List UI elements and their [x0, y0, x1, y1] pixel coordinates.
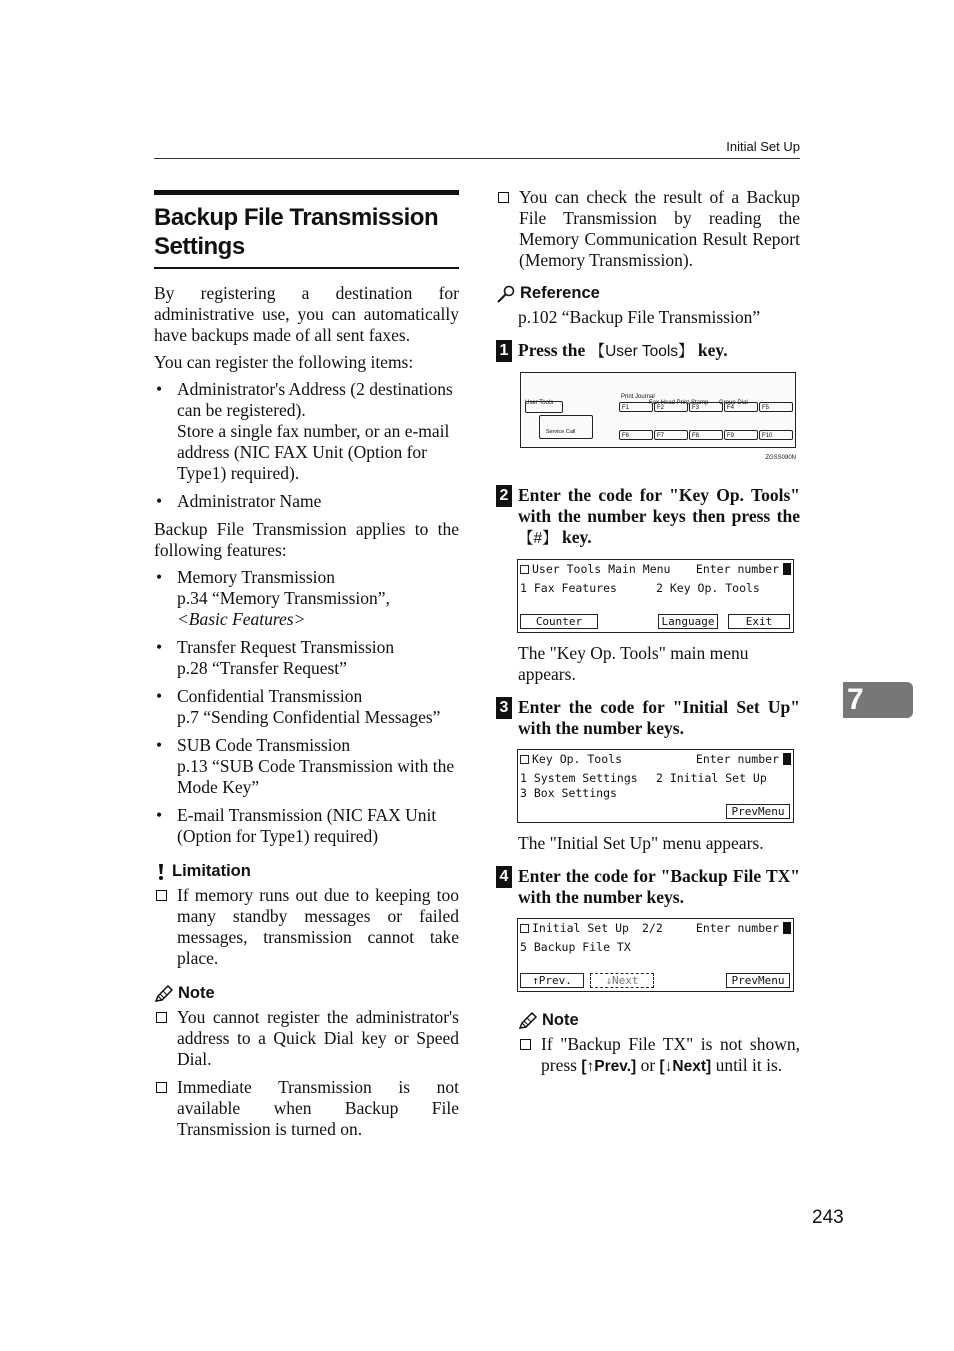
limitation-item: If memory runs out due to keeping too many standby messages or failed messages, transmission cannot take place. [154, 885, 459, 969]
reference-label: Reference [520, 284, 600, 302]
step-number: 2 [496, 485, 512, 507]
f2-key[interactable]: F2 [654, 402, 688, 412]
step-number: 4 [496, 866, 512, 888]
feature-name: • Transfer Request Transmission [177, 637, 395, 657]
limitation-label: Limitation [172, 862, 251, 880]
magnifier-icon [496, 285, 516, 303]
step-3 [496, 697, 800, 739]
note-item: You cannot register the administrator's address to a Quick Dial key or Speed Dial. [154, 1007, 459, 1070]
next-button[interactable]: ↓Next [590, 973, 654, 988]
feature-name: • E-mail Transmission (NIC FAX Unit (Option for Type1) required) [177, 805, 437, 846]
applies-intro: Backup File Transmission applies to the following features: [154, 519, 459, 560]
f10-key[interactable]: F10 [759, 430, 793, 440]
features-list [154, 567, 459, 847]
note-text: until it is. [711, 1055, 783, 1075]
f9-key[interactable]: F9 [724, 430, 758, 440]
prev-key: [↑Prev.] [581, 1058, 637, 1075]
service-call-area [539, 415, 593, 439]
lcd-title [520, 922, 629, 935]
list-item [154, 805, 459, 847]
step-result: The "Key Op. Tools" main menu appears. [518, 643, 749, 684]
lcd-prompt: Enter number [695, 562, 779, 576]
step-number: 3 [496, 697, 512, 719]
lcd-title [520, 753, 622, 766]
prev-menu-button[interactable]: PrevMenu [726, 804, 790, 819]
counter-button[interactable]: Counter [520, 614, 598, 629]
section-title [154, 203, 459, 261]
note-item [518, 1034, 800, 1077]
section-rule-bottom [154, 267, 459, 269]
menu-item-key-op-tools[interactable]: 2 Key Op. Tools [656, 581, 760, 595]
lcd-title-text: Initial Set Up [532, 921, 629, 935]
list-item-text: • Administrator's Address (2 destinations can be registered). [177, 379, 453, 420]
exit-button[interactable]: Exit [728, 614, 790, 629]
note-heading [154, 983, 459, 1004]
register-intro: You can register the following items: [154, 352, 414, 372]
print-journal-label: Print Journal [621, 394, 655, 400]
intro-paragraph: By registering a destination for administrative use, you can automatically have backups made of all sent faxes. [154, 283, 459, 345]
list-item [154, 637, 459, 679]
cursor-block [783, 563, 791, 575]
list-item-subtext: Store a single fax number, or an e-mail address (NIC FAX Unit (Option for Type1) required). [177, 421, 450, 483]
step-instruction [518, 340, 800, 362]
lcd-title [520, 563, 670, 576]
menu-item-box-settings[interactable]: 3 Box Settings [520, 786, 617, 800]
feature-name: • Confidential Transmission [177, 686, 363, 706]
step-text: key. [693, 340, 728, 360]
left-column [154, 185, 459, 1147]
prev-button[interactable]: ↑Prev. [520, 973, 584, 988]
list-item [154, 686, 459, 728]
screen-icon [520, 565, 529, 574]
menu-item-backup-file-tx[interactable]: 5 Backup File TX [520, 940, 631, 954]
f3-key[interactable]: F3 [689, 402, 723, 412]
lcd-screen-main-menu [517, 559, 794, 633]
f5-key[interactable]: F5 [759, 402, 793, 412]
operation-panel-illustration [520, 372, 796, 448]
feature-name: • SUB Code Transmission [177, 735, 351, 755]
section-title-line2: Settings [154, 233, 245, 260]
running-head: Initial Set Up [726, 139, 800, 154]
reference-link[interactable]: p.102 “Backup File Transmission” [518, 307, 761, 327]
step-note [518, 1010, 800, 1077]
step-4 [496, 866, 800, 908]
menu-item-fax-features[interactable]: 1 Fax Features [520, 581, 617, 595]
step-result: The "Initial Set Up" menu appears. [518, 833, 764, 853]
check-item: You can check the result of a Backup File Transmission by reading the Memory Communication Result Report (Memory Transmission). [496, 187, 800, 271]
reference-heading [496, 283, 800, 304]
step-number: 1 [496, 340, 512, 362]
next-key: [↓Next] [659, 1058, 712, 1075]
hash-key: 【#】 [518, 530, 558, 547]
menu-item-initial-set-up[interactable]: 2 Initial Set Up [656, 771, 767, 785]
header-rule [154, 158, 800, 159]
lcd-title-text: User Tools Main Menu [532, 562, 671, 576]
user-tools-label: User Tools [525, 400, 554, 406]
user-tools-key: 【User Tools】 [589, 343, 694, 360]
section-rule-top [154, 190, 459, 195]
pencil-icon [518, 1012, 538, 1030]
f4-key[interactable]: F4 [724, 402, 758, 412]
note-text: If "Backup File TX" is not shown, press [541, 1034, 800, 1075]
cursor-block [783, 922, 791, 934]
f8-key[interactable]: F8 [689, 430, 723, 440]
list-item [154, 567, 459, 630]
list-item-text: • Administrator Name [177, 491, 322, 511]
note-heading [518, 1010, 800, 1031]
screen-icon [520, 755, 529, 764]
list-item [154, 491, 459, 512]
f6-key[interactable]: F6 [619, 430, 653, 440]
screen-icon [520, 924, 529, 933]
right-column [496, 185, 800, 1084]
section-title-line1: Backup File Transmission [154, 204, 439, 231]
lcd-prompt: Enter number [695, 752, 779, 766]
step-2 [496, 485, 800, 549]
stamp-label: Stamp [691, 400, 709, 406]
feature-name: • Memory Transmission [177, 567, 336, 587]
lcd-screen-initial-set-up [517, 918, 794, 992]
register-list [154, 379, 459, 512]
language-button[interactable]: Language [658, 614, 718, 629]
note-item: Immediate Transmission is not available when Backup File Transmission is turned on. [154, 1077, 459, 1140]
cursor-block [783, 753, 791, 765]
chapter-tab: 7 [843, 682, 913, 718]
lcd-screen-key-op-tools [517, 749, 794, 823]
feature-ref-link[interactable]: p.28 “Transfer Request” [177, 658, 347, 678]
figure-code: ZGSS090N [765, 455, 796, 461]
exclamation-icon [154, 863, 168, 881]
feature-ref-link[interactable]: p.7 “Sending Confidential Messages” [177, 707, 441, 727]
f1-key[interactable]: F1 [619, 402, 653, 412]
page-number: 243 [812, 1207, 844, 1228]
group-dial-label: Group Dial [719, 400, 748, 406]
user-tools-button[interactable] [525, 401, 563, 413]
pencil-icon [154, 985, 174, 1003]
step-text: key. [557, 527, 592, 547]
step-1 [496, 340, 800, 362]
f7-key[interactable]: F7 [654, 430, 688, 440]
step-instruction [518, 485, 800, 549]
feature-ref-link[interactable]: p.13 “SUB Code Transmission with the Mode Key” [177, 756, 455, 797]
list-item [154, 735, 459, 798]
lcd-title-text: Key Op. Tools [532, 752, 623, 766]
prev-menu-button[interactable]: PrevMenu [726, 973, 790, 988]
limitation-heading [154, 861, 459, 882]
feature-ref-link[interactable]: p.34 “Memory Transmission”, [177, 588, 390, 608]
menu-item-system-settings[interactable]: 1 System Settings [520, 771, 638, 785]
list-item [154, 379, 459, 484]
note-label: Note [178, 984, 215, 1002]
feature-ref-book: <Basic Features> [177, 609, 306, 629]
lcd-prompt: Enter number [695, 921, 779, 935]
note-label: Note [542, 1011, 579, 1029]
step-instruction: Enter the code for "Initial Set Up" with the number keys. [518, 697, 800, 738]
fax-head-print-label: Fax Head Print [649, 400, 690, 406]
step-text: Press the [518, 340, 590, 360]
lcd-page-indicator: 2/2 [642, 921, 663, 935]
step-text: Enter the code for "Key Op. Tools" with the number keys then press the [518, 485, 800, 526]
service-call-label: Service Call [546, 429, 576, 435]
note-text: or [636, 1055, 660, 1075]
step-instruction: Enter the code for "Backup File TX" with the number keys. [518, 866, 800, 907]
